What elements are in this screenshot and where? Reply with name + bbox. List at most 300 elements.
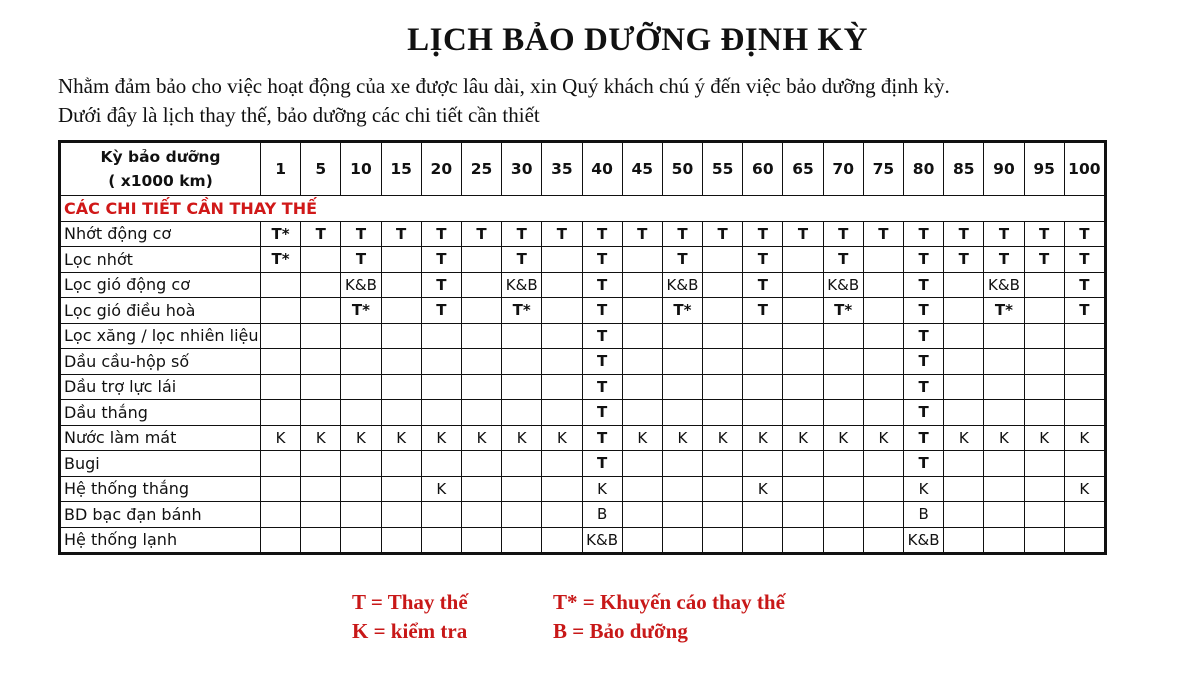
schedule-cell xyxy=(863,476,903,502)
schedule-cell xyxy=(622,323,662,349)
header-km-35: 35 xyxy=(542,142,582,196)
schedule-cell xyxy=(542,476,582,502)
schedule-cell: T xyxy=(904,451,944,477)
schedule-cell: T xyxy=(904,298,944,324)
schedule-cell: T* xyxy=(341,298,381,324)
header-km-90: 90 xyxy=(984,142,1024,196)
table-row xyxy=(60,374,1106,400)
schedule-cell: K&B xyxy=(823,272,863,298)
schedule-cell: T xyxy=(904,400,944,426)
schedule-cell xyxy=(743,323,783,349)
schedule-cell: K xyxy=(743,425,783,451)
schedule-cell xyxy=(863,247,903,273)
schedule-cell: K xyxy=(1064,476,1105,502)
schedule-cell xyxy=(662,451,702,477)
schedule-cell xyxy=(944,451,984,477)
schedule-cell xyxy=(984,451,1024,477)
schedule-cell xyxy=(622,451,662,477)
schedule-cell: T xyxy=(542,221,582,247)
schedule-cell xyxy=(301,400,341,426)
schedule-cell xyxy=(1024,476,1064,502)
schedule-cell xyxy=(703,323,743,349)
schedule-cell xyxy=(743,374,783,400)
section-title: CÁC CHI TIẾT CẦN THAY THẾ xyxy=(60,196,1106,222)
schedule-cell: K xyxy=(1024,425,1064,451)
schedule-cell xyxy=(783,247,823,273)
schedule-cell xyxy=(622,349,662,375)
schedule-cell xyxy=(461,272,501,298)
schedule-cell xyxy=(301,476,341,502)
schedule-cell xyxy=(542,502,582,528)
schedule-cell: K xyxy=(1064,425,1105,451)
header-km-70: 70 xyxy=(823,142,863,196)
table-body xyxy=(60,196,1106,554)
schedule-cell: K xyxy=(421,425,461,451)
schedule-cell: T xyxy=(743,221,783,247)
maintenance-schedule-table xyxy=(58,140,1107,555)
schedule-cell xyxy=(301,247,341,273)
intro-text xyxy=(58,72,1168,130)
schedule-cell: K xyxy=(421,476,461,502)
table-row xyxy=(60,221,1106,247)
schedule-cell xyxy=(984,476,1024,502)
row-label: Dầu cầu-hộp số xyxy=(60,349,261,375)
schedule-cell: K xyxy=(703,425,743,451)
schedule-cell xyxy=(703,476,743,502)
schedule-cell xyxy=(1024,527,1064,554)
schedule-cell xyxy=(381,374,421,400)
schedule-cell xyxy=(703,451,743,477)
schedule-cell: T xyxy=(904,221,944,247)
schedule-cell: T xyxy=(421,298,461,324)
table-row xyxy=(60,298,1106,324)
schedule-cell xyxy=(461,476,501,502)
schedule-cell xyxy=(461,451,501,477)
table-row xyxy=(60,502,1106,528)
schedule-cell: K&B xyxy=(502,272,542,298)
schedule-cell xyxy=(662,400,702,426)
schedule-cell xyxy=(381,272,421,298)
table-row xyxy=(60,400,1106,426)
schedule-cell xyxy=(823,451,863,477)
schedule-cell xyxy=(461,323,501,349)
row-label: Lọc gió điều hoà xyxy=(60,298,261,324)
schedule-cell xyxy=(1024,451,1064,477)
schedule-cell xyxy=(863,349,903,375)
schedule-cell: T xyxy=(1064,298,1105,324)
table-row xyxy=(60,527,1106,554)
schedule-cell xyxy=(502,374,542,400)
schedule-cell xyxy=(381,400,421,426)
schedule-cell xyxy=(1024,502,1064,528)
schedule-cell: T xyxy=(662,247,702,273)
schedule-cell: T xyxy=(823,247,863,273)
schedule-cell: K xyxy=(261,425,301,451)
schedule-cell xyxy=(381,247,421,273)
schedule-cell xyxy=(261,451,301,477)
schedule-cell xyxy=(502,527,542,554)
schedule-cell xyxy=(301,502,341,528)
row-label: Lọc xăng / lọc nhiên liệu xyxy=(60,323,261,349)
table-row xyxy=(60,425,1106,451)
schedule-cell xyxy=(461,247,501,273)
schedule-cell xyxy=(944,323,984,349)
schedule-cell: T xyxy=(662,221,702,247)
schedule-cell: T xyxy=(783,221,823,247)
schedule-cell: T xyxy=(743,272,783,298)
schedule-cell xyxy=(944,272,984,298)
schedule-cell: T* xyxy=(502,298,542,324)
row-label: Hệ thống thắng xyxy=(60,476,261,502)
schedule-cell: T xyxy=(582,323,622,349)
legend-right xyxy=(553,588,785,646)
schedule-cell xyxy=(542,527,582,554)
schedule-cell: K xyxy=(301,425,341,451)
schedule-cell xyxy=(622,527,662,554)
schedule-cell: T xyxy=(341,247,381,273)
schedule-cell: K&B xyxy=(662,272,702,298)
schedule-cell: K xyxy=(662,425,702,451)
schedule-cell: T xyxy=(1024,221,1064,247)
schedule-cell xyxy=(1064,451,1105,477)
schedule-cell xyxy=(261,298,301,324)
schedule-cell xyxy=(421,502,461,528)
schedule-cell xyxy=(341,451,381,477)
schedule-cell xyxy=(421,349,461,375)
schedule-cell: B xyxy=(582,502,622,528)
schedule-cell xyxy=(461,527,501,554)
schedule-cell: B xyxy=(904,502,944,528)
schedule-cell xyxy=(703,400,743,426)
schedule-cell: T xyxy=(381,221,421,247)
schedule-cell xyxy=(944,476,984,502)
schedule-cell xyxy=(863,298,903,324)
schedule-cell xyxy=(341,323,381,349)
schedule-cell xyxy=(783,502,823,528)
schedule-cell: T* xyxy=(984,298,1024,324)
header-km-20: 20 xyxy=(421,142,461,196)
schedule-cell xyxy=(421,451,461,477)
page-title: LỊCH BẢO DƯỠNG ĐỊNH KỲ xyxy=(407,22,868,58)
schedule-cell: T xyxy=(582,349,622,375)
schedule-cell xyxy=(542,247,582,273)
schedule-cell xyxy=(662,323,702,349)
legend-k: K = kiểm tra xyxy=(352,619,468,643)
schedule-cell: T xyxy=(703,221,743,247)
schedule-cell xyxy=(783,476,823,502)
schedule-cell xyxy=(502,451,542,477)
schedule-cell xyxy=(984,323,1024,349)
table-row xyxy=(60,247,1106,273)
header-row xyxy=(60,142,1106,196)
schedule-cell xyxy=(622,400,662,426)
schedule-cell xyxy=(381,323,421,349)
schedule-cell: K xyxy=(381,425,421,451)
schedule-cell: T xyxy=(984,221,1024,247)
schedule-cell xyxy=(301,349,341,375)
schedule-cell xyxy=(863,451,903,477)
schedule-cell xyxy=(341,527,381,554)
schedule-cell xyxy=(301,374,341,400)
schedule-cell xyxy=(984,502,1024,528)
schedule-cell xyxy=(622,502,662,528)
schedule-cell xyxy=(421,527,461,554)
schedule-cell xyxy=(863,374,903,400)
header-km-40: 40 xyxy=(582,142,622,196)
schedule-cell xyxy=(662,476,702,502)
row-label: Dầu trợ lực lái xyxy=(60,374,261,400)
table-row xyxy=(60,272,1106,298)
schedule-cell xyxy=(461,374,501,400)
schedule-cell xyxy=(944,502,984,528)
schedule-cell xyxy=(984,400,1024,426)
schedule-cell: K xyxy=(984,425,1024,451)
schedule-cell xyxy=(783,400,823,426)
schedule-cell xyxy=(662,502,702,528)
schedule-cell xyxy=(823,400,863,426)
header-km-75: 75 xyxy=(863,142,903,196)
schedule-cell xyxy=(944,527,984,554)
schedule-cell xyxy=(1064,374,1105,400)
schedule-cell: T xyxy=(904,349,944,375)
schedule-cell: T xyxy=(301,221,341,247)
row-label: Nước làm mát xyxy=(60,425,261,451)
schedule-cell xyxy=(381,349,421,375)
schedule-cell xyxy=(823,349,863,375)
schedule-cell xyxy=(461,298,501,324)
header-km-45: 45 xyxy=(622,142,662,196)
schedule-cell xyxy=(461,349,501,375)
schedule-cell xyxy=(743,400,783,426)
schedule-cell xyxy=(863,272,903,298)
schedule-cell xyxy=(542,349,582,375)
schedule-cell: K&B xyxy=(904,527,944,554)
schedule-cell xyxy=(984,527,1024,554)
row-label: Nhớt động cơ xyxy=(60,221,261,247)
schedule-cell: K xyxy=(944,425,984,451)
schedule-cell xyxy=(863,323,903,349)
header-km-55: 55 xyxy=(703,142,743,196)
schedule-cell xyxy=(823,502,863,528)
schedule-cell xyxy=(1024,349,1064,375)
schedule-cell: T xyxy=(421,272,461,298)
schedule-cell xyxy=(984,349,1024,375)
header-km-85: 85 xyxy=(944,142,984,196)
schedule-cell xyxy=(783,374,823,400)
header-km-5: 5 xyxy=(301,142,341,196)
schedule-cell xyxy=(944,349,984,375)
schedule-cell xyxy=(502,349,542,375)
schedule-cell xyxy=(502,323,542,349)
intro-line-2: Dưới đây là lịch thay thế, bảo dưỡng các chi tiết cần thiết xyxy=(58,103,540,127)
row-label: Lọc gió động cơ xyxy=(60,272,261,298)
legend-b: B = Bảo dưỡng xyxy=(553,619,688,643)
schedule-cell xyxy=(461,400,501,426)
schedule-cell xyxy=(984,374,1024,400)
schedule-cell xyxy=(1024,298,1064,324)
schedule-cell: T xyxy=(743,298,783,324)
schedule-cell xyxy=(341,476,381,502)
schedule-cell: T* xyxy=(662,298,702,324)
table-row xyxy=(60,476,1106,502)
schedule-cell: T xyxy=(904,323,944,349)
table-row xyxy=(60,323,1106,349)
schedule-cell xyxy=(662,374,702,400)
schedule-cell: T* xyxy=(261,247,301,273)
schedule-cell: K xyxy=(622,425,662,451)
schedule-cell xyxy=(381,527,421,554)
schedule-cell xyxy=(421,323,461,349)
schedule-cell xyxy=(944,400,984,426)
schedule-cell xyxy=(703,527,743,554)
row-label: BD bạc đạn bánh xyxy=(60,502,261,528)
schedule-cell: T xyxy=(582,451,622,477)
schedule-cell: K xyxy=(461,425,501,451)
schedule-cell: T xyxy=(1024,247,1064,273)
schedule-cell xyxy=(301,323,341,349)
schedule-cell xyxy=(863,400,903,426)
schedule-cell xyxy=(381,476,421,502)
schedule-cell xyxy=(703,349,743,375)
schedule-cell: T xyxy=(1064,221,1105,247)
schedule-cell: T xyxy=(461,221,501,247)
schedule-cell xyxy=(542,298,582,324)
schedule-cell: T xyxy=(904,247,944,273)
schedule-cell xyxy=(261,476,301,502)
schedule-cell xyxy=(542,323,582,349)
schedule-cell xyxy=(301,298,341,324)
schedule-cell xyxy=(1024,400,1064,426)
schedule-cell: T* xyxy=(261,221,301,247)
schedule-cell xyxy=(662,527,702,554)
schedule-cell xyxy=(622,298,662,324)
schedule-cell xyxy=(341,349,381,375)
schedule-cell xyxy=(261,502,301,528)
schedule-cell: K xyxy=(743,476,783,502)
schedule-cell xyxy=(341,400,381,426)
schedule-cell: T xyxy=(502,221,542,247)
schedule-cell xyxy=(261,272,301,298)
schedule-cell xyxy=(944,374,984,400)
schedule-cell xyxy=(1064,502,1105,528)
schedule-cell xyxy=(622,272,662,298)
schedule-cell xyxy=(863,527,903,554)
schedule-cell xyxy=(703,502,743,528)
schedule-cell: T xyxy=(863,221,903,247)
schedule-cell xyxy=(743,451,783,477)
schedule-cell: K xyxy=(863,425,903,451)
schedule-cell xyxy=(502,502,542,528)
schedule-cell: K&B xyxy=(582,527,622,554)
schedule-cell xyxy=(944,298,984,324)
schedule-cell xyxy=(1024,323,1064,349)
schedule-cell xyxy=(703,247,743,273)
row-label: Hệ thống lạnh xyxy=(60,527,261,554)
schedule-cell: K xyxy=(904,476,944,502)
row-label: Dầu thắng xyxy=(60,400,261,426)
header-km-100: 100 xyxy=(1064,142,1105,196)
header-km-15: 15 xyxy=(381,142,421,196)
schedule-cell xyxy=(622,374,662,400)
schedule-cell: K xyxy=(502,425,542,451)
schedule-cell xyxy=(542,272,582,298)
schedule-cell xyxy=(1064,349,1105,375)
schedule-cell xyxy=(261,400,301,426)
schedule-cell: T xyxy=(743,247,783,273)
schedule-cell xyxy=(502,476,542,502)
header-km-80: 80 xyxy=(904,142,944,196)
schedule-cell xyxy=(542,374,582,400)
schedule-cell xyxy=(662,349,702,375)
header-label-line-2: ( x1000 km) xyxy=(108,172,213,190)
schedule-cell: T xyxy=(1064,272,1105,298)
intro-line-1: Nhằm đảm bảo cho việc hoạt động của xe được lâu dài, xin Quý khách chú ý đến việc bảo dưỡng định kỳ. xyxy=(58,74,950,98)
schedule-cell xyxy=(381,502,421,528)
schedule-cell: T xyxy=(582,221,622,247)
schedule-cell xyxy=(823,476,863,502)
schedule-cell xyxy=(261,323,301,349)
table-row xyxy=(60,451,1106,477)
schedule-cell xyxy=(341,502,381,528)
schedule-cell: T xyxy=(823,221,863,247)
schedule-cell xyxy=(1024,374,1064,400)
schedule-cell: T* xyxy=(823,298,863,324)
schedule-cell xyxy=(823,527,863,554)
header-label-line-1: Kỳ bảo dưỡng xyxy=(100,148,221,166)
schedule-cell xyxy=(823,323,863,349)
schedule-cell xyxy=(703,374,743,400)
schedule-cell: K xyxy=(341,425,381,451)
schedule-cell: T xyxy=(582,298,622,324)
schedule-cell xyxy=(622,476,662,502)
schedule-cell: K&B xyxy=(984,272,1024,298)
schedule-cell xyxy=(783,451,823,477)
schedule-cell: T xyxy=(582,425,622,451)
schedule-cell xyxy=(1064,400,1105,426)
header-km-30: 30 xyxy=(502,142,542,196)
schedule-cell xyxy=(341,374,381,400)
schedule-cell: T xyxy=(904,425,944,451)
schedule-cell xyxy=(703,272,743,298)
schedule-cell xyxy=(301,272,341,298)
schedule-cell: T xyxy=(421,247,461,273)
schedule-cell xyxy=(703,298,743,324)
legend-t: T = Thay thế xyxy=(352,590,468,614)
schedule-cell: K&B xyxy=(341,272,381,298)
section-row xyxy=(60,196,1106,222)
header-km-25: 25 xyxy=(461,142,501,196)
schedule-cell xyxy=(783,272,823,298)
schedule-cell xyxy=(863,502,903,528)
schedule-cell: T xyxy=(502,247,542,273)
schedule-cell: T xyxy=(341,221,381,247)
schedule-cell xyxy=(743,502,783,528)
schedule-cell xyxy=(421,374,461,400)
header-km-65: 65 xyxy=(783,142,823,196)
schedule-cell xyxy=(502,400,542,426)
schedule-cell xyxy=(301,451,341,477)
header-interval-label xyxy=(60,142,261,196)
schedule-cell xyxy=(381,451,421,477)
schedule-cell: T xyxy=(904,374,944,400)
schedule-cell xyxy=(542,451,582,477)
row-label: Lọc nhớt xyxy=(60,247,261,273)
header-km-60: 60 xyxy=(743,142,783,196)
schedule-cell xyxy=(1024,272,1064,298)
schedule-cell: K xyxy=(783,425,823,451)
schedule-cell xyxy=(1064,527,1105,554)
schedule-cell xyxy=(783,323,823,349)
